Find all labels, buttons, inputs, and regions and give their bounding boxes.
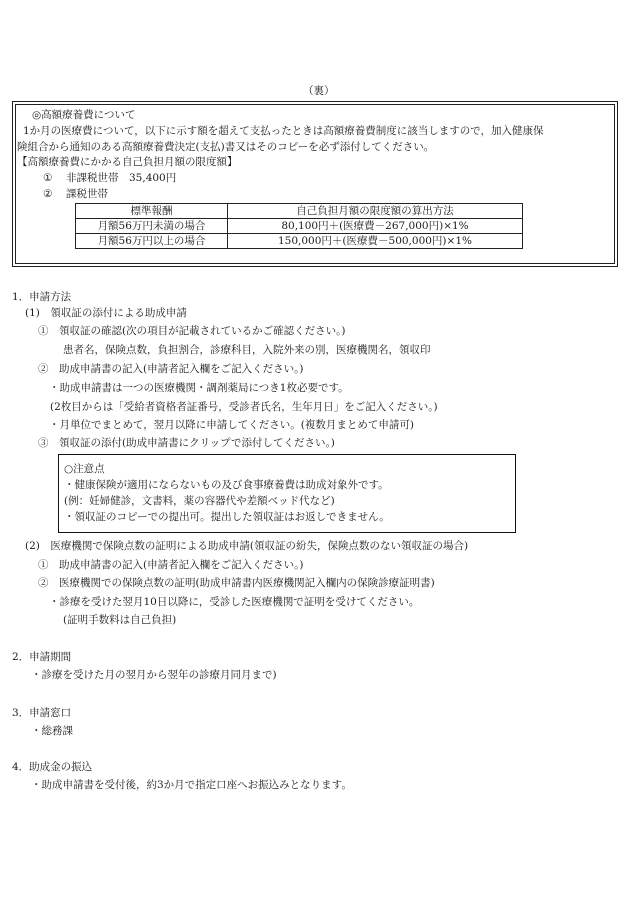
page-marker: （裏） [303, 85, 335, 97]
section1-1-item2-bullet2: ・月単位でまとめて，翌月以降に申請してください。(複数月まとめて申請可) [49, 419, 414, 431]
section1-1-item1: ① 領収証の確認(次の項目が記載されているかご確認ください。) [38, 325, 346, 337]
section1-1-heading: (1) 領収証の添付による助成申請 [25, 307, 187, 319]
section2-bullet1: ・診療を受けた月の翌月から翌年の診療月同月まで) [31, 669, 277, 681]
limit-table [75, 203, 523, 249]
table-cell: 月額56万円以上の場合 [76, 234, 228, 249]
section1-1-item2-bullet1-note: (2枚目からは「受給者資格者証番号，受診者氏名，生年月日」をご記入ください。) [50, 401, 438, 413]
box-heading: ◎高額療養費について [32, 109, 136, 121]
section3-bullet1: ・総務課 [31, 725, 73, 737]
box-paragraph-line2: 険組合から通知のある高額療養費決定(支払)書又はそのコピーを必ず添付してください。 [17, 141, 435, 153]
item2-text: 課税世帯 [66, 188, 108, 200]
item1-text: 非課税世帯 35,400円 [66, 172, 177, 184]
table-row [76, 219, 523, 234]
section4-bullet1: ・助成申請書を受付後，約3か月で指定口座へお振込みとなります。 [31, 779, 352, 791]
section1-1-item3: ③ 領収証の添付(助成申請書にクリップで添付してください。) [38, 437, 335, 449]
table-header-cell: 標準報酬 [76, 204, 228, 219]
table-cell: 80,100円＋(医療費－267,000円)×1% [228, 219, 523, 234]
section1-title: 1．申請方法 [12, 291, 72, 303]
section1-1-item2-bullet1: ・助成申請書は一つの医療機関・調剤薬局につき1枚必要です。 [49, 382, 349, 394]
item1-number: ① [43, 172, 53, 184]
section1-2-heading: (2) 医療機関で保険点数の証明による助成申請(領収証の紛失，保険点数のない領収証の場合) [25, 540, 469, 552]
box-paragraph-line1: 1か月の医療費について，以下に示す額を超えて支払ったときは高額療養費制度に該当しますので，加入健康保 [23, 125, 544, 137]
section1-2-item1: ① 助成申請書の記入(申請者記入欄をご記入ください。) [38, 559, 304, 571]
section1-2-item2-bullet1-note: (証明手数料は自己負担) [63, 614, 177, 626]
section1-1-item1-detail: 患者名，保険点数，負担割合，診療科目，入院外来の別，医療機関名，領収印 [63, 344, 431, 356]
item2-number: ② [43, 188, 53, 200]
section1-2-item2-bullet1: ・診療を受けた翌月10日以降に，受診した医療機関で証明を受けてください。 [49, 596, 420, 608]
section3-title: 3．申請窓口 [12, 707, 72, 719]
table-header-cell: 自己負担月額の限度額の算出方法 [228, 204, 523, 219]
notice-title: ○注意点 [64, 463, 105, 475]
section4-title: 4．助成金の振込 [12, 761, 93, 773]
table-cell: 150,000円＋(医療費－500,000円)×1% [228, 234, 523, 249]
table-header-row [76, 204, 523, 219]
section1-2-item2: ② 医療機関での保険点数の証明(助成申請書内医療機関記入欄内の保険診療証明書) [38, 577, 435, 589]
table-row [76, 234, 523, 249]
notice-line3: ・領収証のコピーでの提出可。提出した領収証はお返しできません。 [64, 511, 390, 523]
limit-heading: 【高額療養費にかかる自己負担月額の限度額】 [17, 156, 238, 168]
section2-title: 2．申請期間 [12, 651, 72, 663]
notice-line2: (例：妊婦健診，文書料，薬の容器代や差額ベッド代など) [64, 495, 335, 507]
section1-1-item2: ② 助成申請書の記入(申請者記入欄をご記入ください。) [38, 363, 304, 375]
table-cell: 月額56万円未満の場合 [76, 219, 228, 234]
notice-line1: ・健康保険が適用にならないもの及び食事療養費は助成対象外です。 [64, 479, 389, 491]
